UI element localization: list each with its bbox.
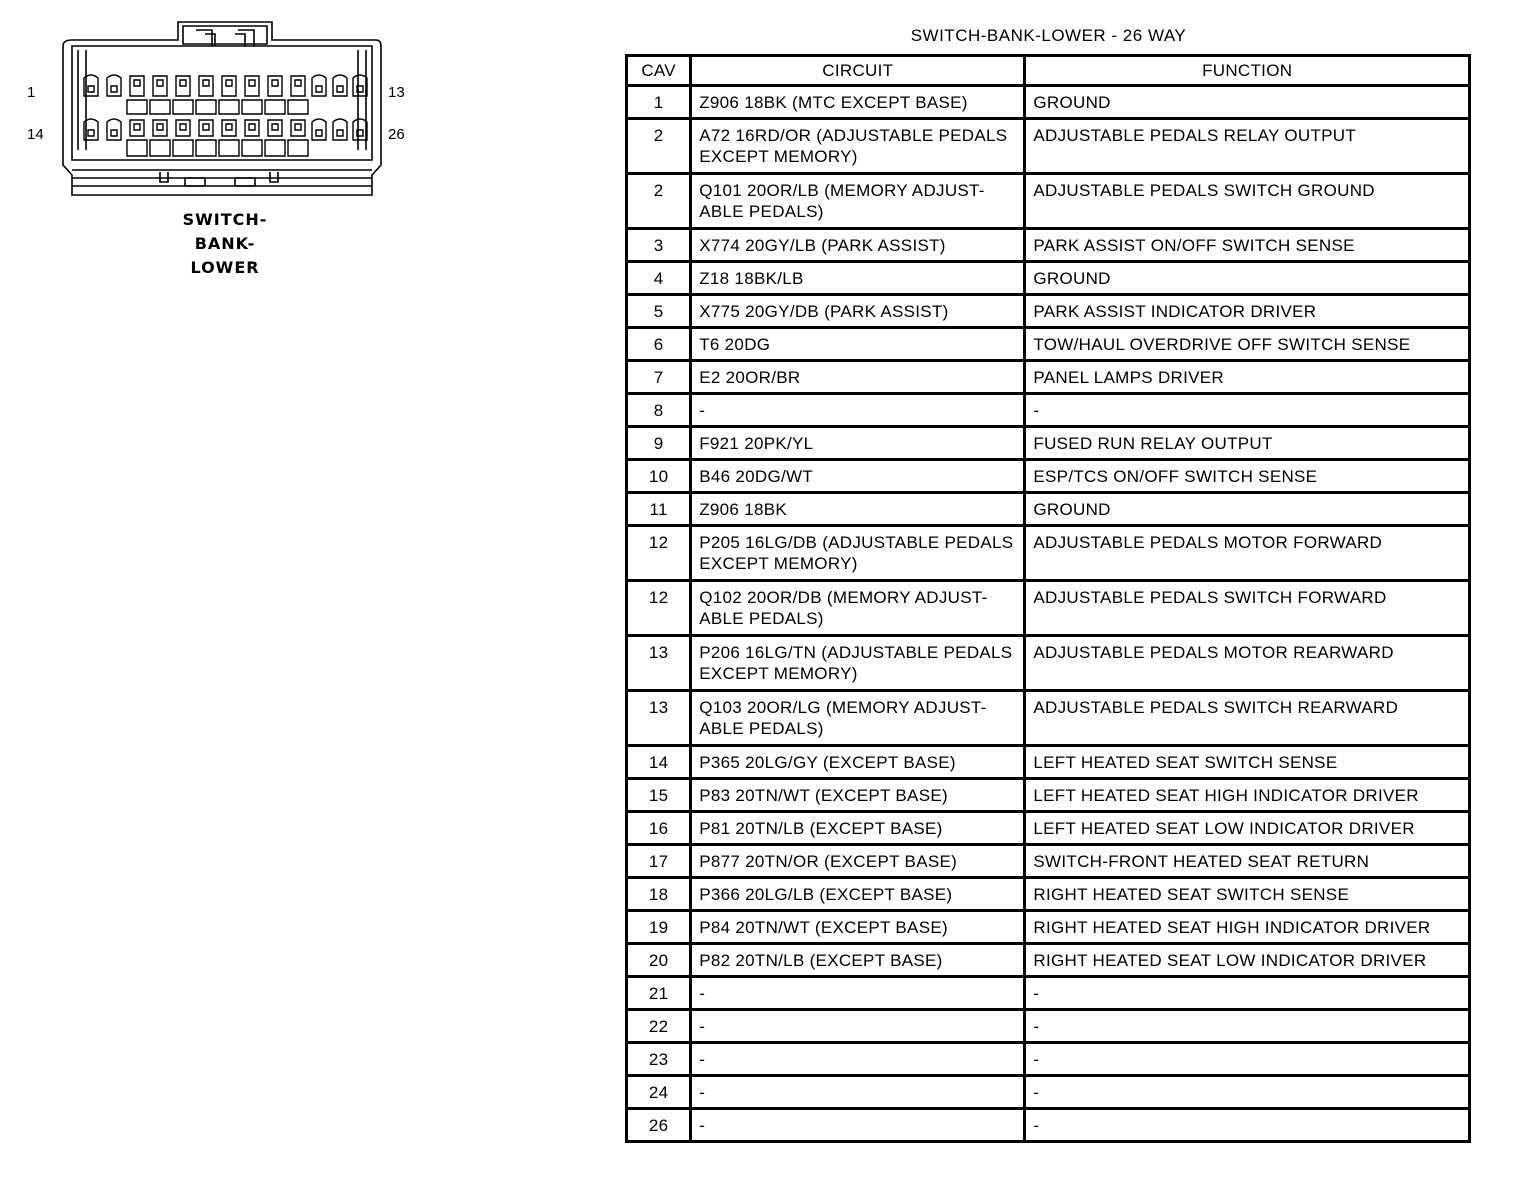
connector-name xyxy=(150,208,300,280)
table-row xyxy=(627,493,1470,526)
cell-cav: 20 xyxy=(627,944,691,977)
cell-cav: 8 xyxy=(627,394,691,427)
cell-circuit: F921 20PK/YL xyxy=(691,427,1025,460)
cell-cav: 13 xyxy=(627,691,691,746)
cell-cav: 24 xyxy=(627,1076,691,1109)
connector-diagram xyxy=(0,0,600,300)
cell-function: LEFT HEATED SEAT HIGH INDICATOR DRIVER xyxy=(1025,779,1470,812)
cell-cav: 18 xyxy=(627,878,691,911)
table-row xyxy=(627,361,1470,394)
cell-function: PANEL LAMPS DRIVER xyxy=(1025,361,1470,394)
table-row xyxy=(627,119,1470,174)
connector-face-drawing xyxy=(0,0,600,300)
cell-cav: 2 xyxy=(627,119,691,174)
cell-cav: 12 xyxy=(627,526,691,581)
cell-cav: 26 xyxy=(627,1109,691,1142)
cell-function: - xyxy=(1025,1043,1470,1076)
table-row xyxy=(627,229,1470,262)
cell-circuit: - xyxy=(691,1043,1025,1076)
cell-cav: 13 xyxy=(627,636,691,691)
cell-cav: 23 xyxy=(627,1043,691,1076)
table-row xyxy=(627,1043,1470,1076)
pin-label-1: 1 xyxy=(27,84,36,101)
cell-function: SWITCH-FRONT HEATED SEAT RETURN xyxy=(1025,845,1470,878)
cell-cav: 11 xyxy=(627,493,691,526)
cell-function: ADJUSTABLE PEDALS SWITCH REARWARD xyxy=(1025,691,1470,746)
cell-cav: 3 xyxy=(627,229,691,262)
cell-function: RIGHT HEATED SEAT SWITCH SENSE xyxy=(1025,878,1470,911)
cell-function: - xyxy=(1025,1109,1470,1142)
cell-cav: 16 xyxy=(627,812,691,845)
table-row xyxy=(627,691,1470,746)
cell-cav: 1 xyxy=(627,86,691,119)
table-row xyxy=(627,262,1470,295)
cell-function: ESP/TCS ON/OFF SWITCH SENSE xyxy=(1025,460,1470,493)
connector-name-line: BANK- xyxy=(194,234,256,253)
cell-circuit: P81 20TN/LB (EXCEPT BASE) xyxy=(691,812,1025,845)
table-row xyxy=(627,295,1470,328)
cell-circuit: P84 20TN/WT (EXCEPT BASE) xyxy=(691,911,1025,944)
table-row xyxy=(627,746,1470,779)
pin-label-13: 13 xyxy=(388,84,405,101)
cell-cav: 6 xyxy=(627,328,691,361)
cell-function: LEFT HEATED SEAT LOW INDICATOR DRIVER xyxy=(1025,812,1470,845)
table-row xyxy=(627,460,1470,493)
pin-label-14: 14 xyxy=(27,126,44,143)
cell-function: GROUND xyxy=(1025,493,1470,526)
cell-function: TOW/HAUL OVERDRIVE OFF SWITCH SENSE xyxy=(1025,328,1470,361)
cell-circuit: P877 20TN/OR (EXCEPT BASE) xyxy=(691,845,1025,878)
cell-circuit: Z906 18BK (MTC EXCEPT BASE) xyxy=(691,86,1025,119)
pinout-table xyxy=(625,54,1471,1143)
cell-circuit: - xyxy=(691,394,1025,427)
cell-cav: 4 xyxy=(627,262,691,295)
table-body xyxy=(627,86,1470,1142)
table-row xyxy=(627,878,1470,911)
cell-function: FUSED RUN RELAY OUTPUT xyxy=(1025,427,1470,460)
table-row xyxy=(627,526,1470,581)
table-row xyxy=(627,1076,1470,1109)
table-row xyxy=(627,779,1470,812)
cell-cav: 22 xyxy=(627,1010,691,1043)
cell-function: LEFT HEATED SEAT SWITCH SENSE xyxy=(1025,746,1470,779)
table-row xyxy=(627,977,1470,1010)
cell-cav: 21 xyxy=(627,977,691,1010)
table-row xyxy=(627,328,1470,361)
table-row xyxy=(627,174,1470,229)
cell-cav: 15 xyxy=(627,779,691,812)
cell-circuit: Q102 20OR/DB (MEMORY ADJUST-ABLE PEDALS) xyxy=(691,581,1025,636)
table-row xyxy=(627,944,1470,977)
table-title: SWITCH-BANK-LOWER - 26 WAY xyxy=(910,26,1187,45)
cell-circuit: - xyxy=(691,1109,1025,1142)
header-function: FUNCTION xyxy=(1025,56,1470,86)
cell-circuit: P365 20LG/GY (EXCEPT BASE) xyxy=(691,746,1025,779)
cell-circuit: - xyxy=(691,1010,1025,1043)
cell-cav: 17 xyxy=(627,845,691,878)
cell-function: - xyxy=(1025,1076,1470,1109)
cell-circuit: Q101 20OR/LB (MEMORY ADJUST-ABLE PEDALS) xyxy=(691,174,1025,229)
cell-circuit: Z906 18BK xyxy=(691,493,1025,526)
table-row xyxy=(627,911,1470,944)
cell-function: PARK ASSIST ON/OFF SWITCH SENSE xyxy=(1025,229,1470,262)
header-circuit: CIRCUIT xyxy=(691,56,1025,86)
cell-cav: 9 xyxy=(627,427,691,460)
cell-function: ADJUSTABLE PEDALS SWITCH FORWARD xyxy=(1025,581,1470,636)
cell-function: ADJUSTABLE PEDALS SWITCH GROUND xyxy=(1025,174,1470,229)
cell-function: RIGHT HEATED SEAT HIGH INDICATOR DRIVER xyxy=(1025,911,1470,944)
cell-function: GROUND xyxy=(1025,86,1470,119)
cell-circuit: P82 20TN/LB (EXCEPT BASE) xyxy=(691,944,1025,977)
table-row xyxy=(627,636,1470,691)
pin-label-26: 26 xyxy=(388,126,405,143)
cell-cav: 12 xyxy=(627,581,691,636)
cell-circuit: X775 20GY/DB (PARK ASSIST) xyxy=(691,295,1025,328)
cell-cav: 14 xyxy=(627,746,691,779)
cell-function: - xyxy=(1025,394,1470,427)
cell-circuit: P366 20LG/LB (EXCEPT BASE) xyxy=(691,878,1025,911)
table-row xyxy=(627,845,1470,878)
cell-cav: 10 xyxy=(627,460,691,493)
cell-circuit: B46 20DG/WT xyxy=(691,460,1025,493)
cell-function: ADJUSTABLE PEDALS RELAY OUTPUT xyxy=(1025,119,1470,174)
cell-circuit: - xyxy=(691,977,1025,1010)
cell-function: - xyxy=(1025,977,1470,1010)
table-row xyxy=(627,1010,1470,1043)
cell-circuit: - xyxy=(691,1076,1025,1109)
cell-function: ADJUSTABLE PEDALS MOTOR FORWARD xyxy=(1025,526,1470,581)
cell-circuit: E2 20OR/BR xyxy=(691,361,1025,394)
connector-name-line: LOWER xyxy=(190,258,260,277)
cell-function: ADJUSTABLE PEDALS MOTOR REARWARD xyxy=(1025,636,1470,691)
table-row xyxy=(627,812,1470,845)
cell-function: - xyxy=(1025,1010,1470,1043)
table-row xyxy=(627,581,1470,636)
table-row xyxy=(627,86,1470,119)
cell-circuit: Q103 20OR/LG (MEMORY ADJUST-ABLE PEDALS) xyxy=(691,691,1025,746)
cell-circuit: Z18 18BK/LB xyxy=(691,262,1025,295)
cell-function: GROUND xyxy=(1025,262,1470,295)
cell-circuit: P205 16LG/DB (ADJUSTABLE PEDALS EXCEPT MEMORY) xyxy=(691,526,1025,581)
connector-name-line: SWITCH- xyxy=(182,210,268,229)
cell-circuit: X774 20GY/LB (PARK ASSIST) xyxy=(691,229,1025,262)
cell-circuit: A72 16RD/OR (ADJUSTABLE PEDALS EXCEPT MEMORY) xyxy=(691,119,1025,174)
cell-cav: 7 xyxy=(627,361,691,394)
table-header-row xyxy=(627,56,1470,86)
header-cav: CAV xyxy=(627,56,691,86)
cell-circuit: P206 16LG/TN (ADJUSTABLE PEDALS EXCEPT MEMORY) xyxy=(691,636,1025,691)
cell-cav: 5 xyxy=(627,295,691,328)
table-row xyxy=(627,394,1470,427)
cell-circuit: T6 20DG xyxy=(691,328,1025,361)
cell-circuit: P83 20TN/WT (EXCEPT BASE) xyxy=(691,779,1025,812)
cell-cav: 2 xyxy=(627,174,691,229)
table-row xyxy=(627,1109,1470,1142)
cell-function: PARK ASSIST INDICATOR DRIVER xyxy=(1025,295,1470,328)
table-row xyxy=(627,427,1470,460)
cell-cav: 19 xyxy=(627,911,691,944)
cell-function: RIGHT HEATED SEAT LOW INDICATOR DRIVER xyxy=(1025,944,1470,977)
